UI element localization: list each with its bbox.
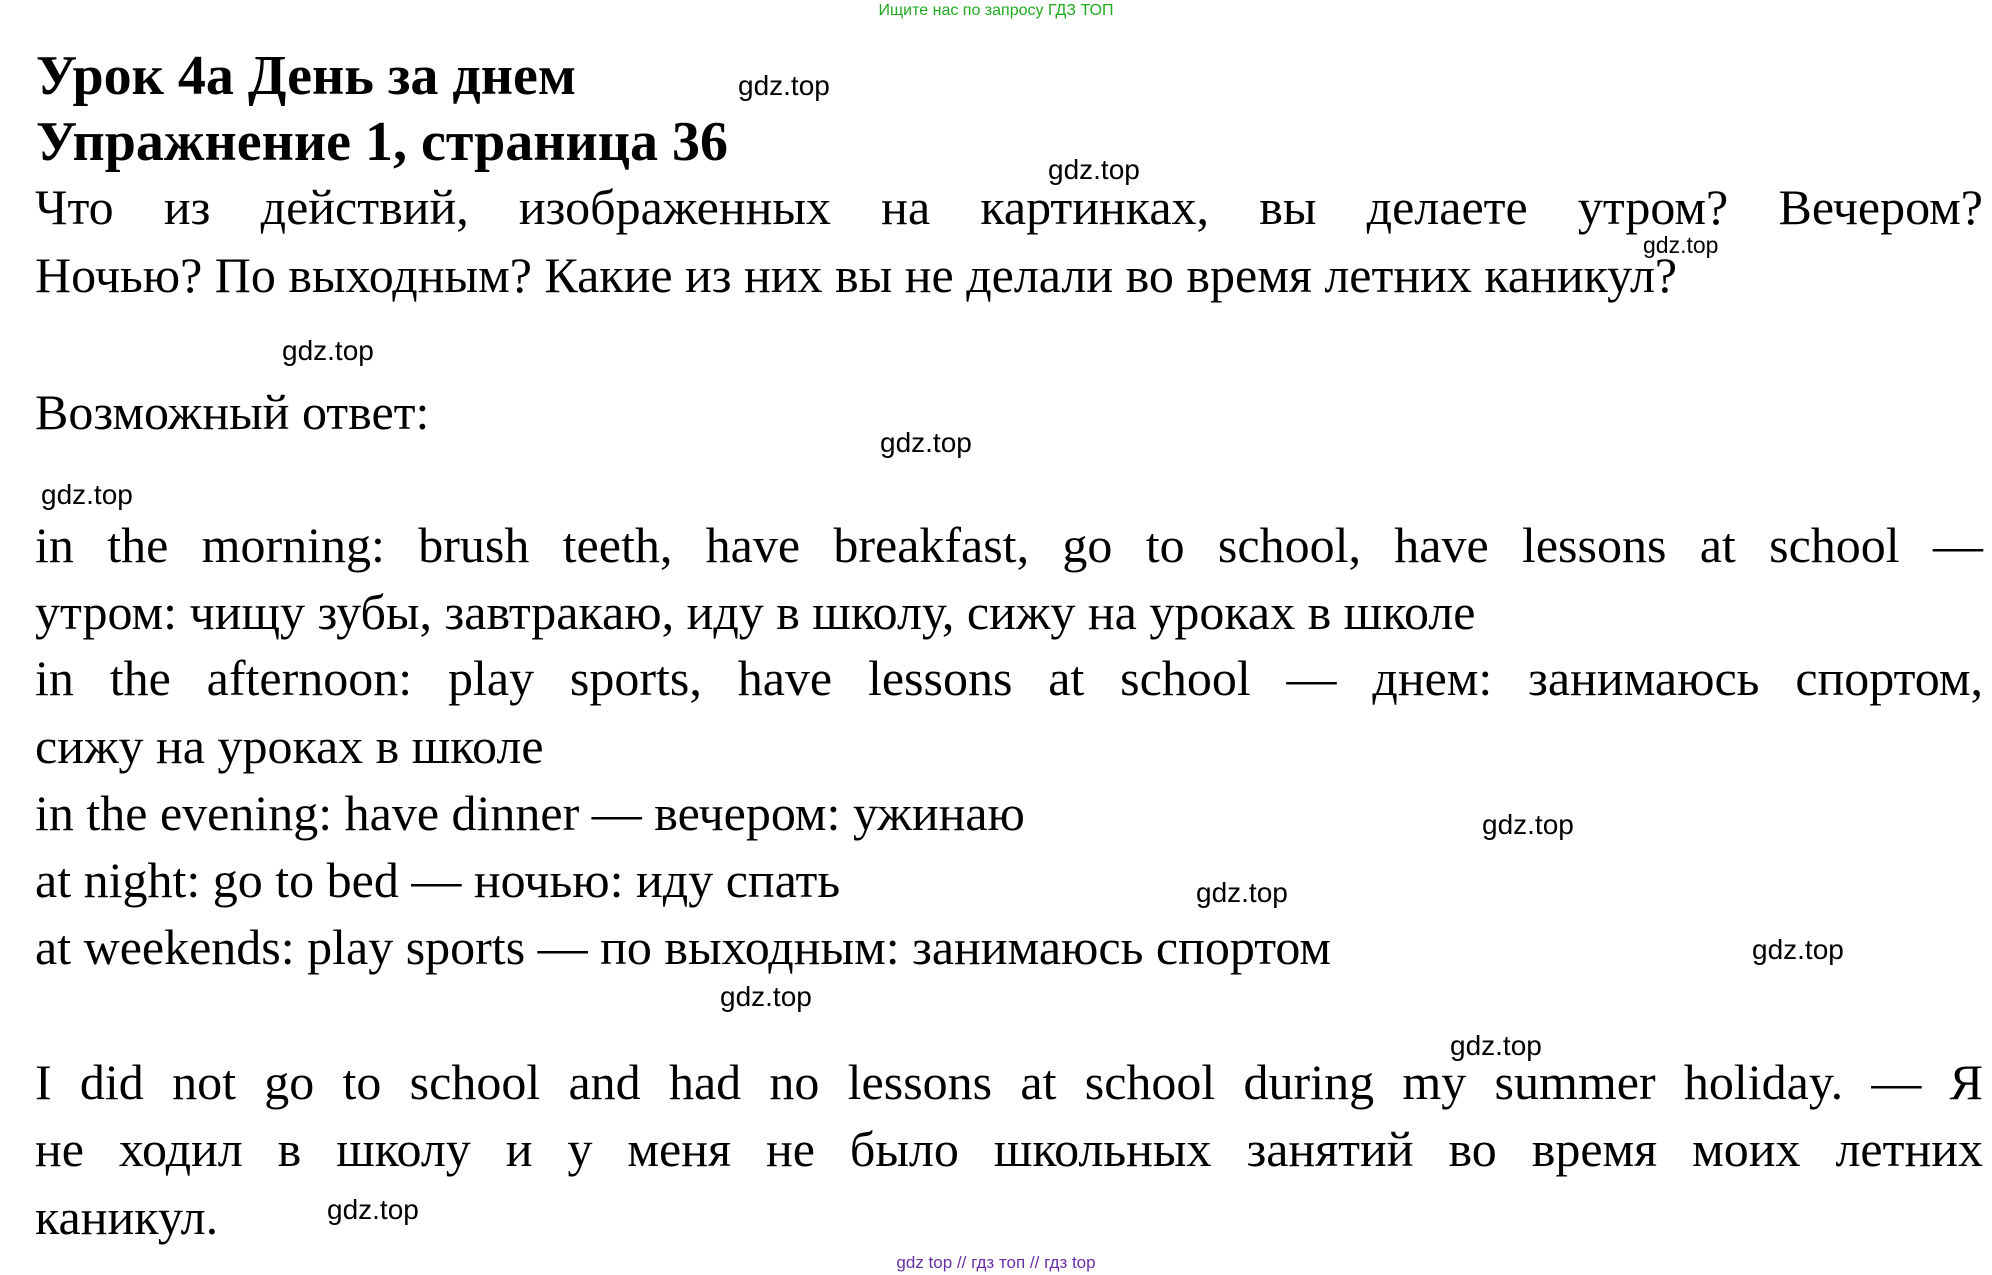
- watermark: gdz.top: [327, 1194, 419, 1225]
- answer-line-5: in the evening: have dinner — вечером: ужинаю: [35, 785, 1025, 841]
- exercise-title: Упражнение 1, страница 36: [36, 111, 729, 173]
- watermark: gdz.top: [1643, 232, 1719, 258]
- answer-line-3: in the afternoon: play sports, have lessons at school — днем: занимаюсь спортом,: [35, 650, 1983, 706]
- top-banner: Ищите нас по запросу ГДЗ ТОП: [878, 2, 1114, 19]
- lesson-title: Урок 4a День за днем: [36, 45, 576, 107]
- answer-line-2: утром: чищу зубы, завтракаю, иду в школу, сижу на уроках в школе: [35, 584, 1476, 640]
- watermark: gdz.top: [880, 427, 972, 458]
- watermark: gdz.top: [1752, 934, 1844, 965]
- watermark: gdz.top: [41, 479, 133, 510]
- answer-line-7: at weekends: play sports — по выходным: занимаюсь спортом: [35, 919, 1332, 975]
- watermark: gdz.top: [282, 335, 374, 366]
- answer-line-4: сижу на уроках в школе: [35, 718, 544, 774]
- footer-links: gdz top // гдз топ // гдз top: [896, 1253, 1096, 1272]
- final-line-3: каникул.: [35, 1189, 219, 1245]
- watermark: gdz.top: [1450, 1030, 1542, 1061]
- watermark: gdz.top: [1482, 809, 1574, 840]
- final-line-2: не ходил в школу и у меня не было школьных занятий во время моих летних: [35, 1121, 1983, 1177]
- task-line-2: Ночью? По выходным? Какие из них вы не делали во время летних каникул?: [35, 247, 1678, 303]
- watermark: gdz.top: [1048, 154, 1140, 185]
- final-line-1: I did not go to school and had no lessons at school during my summer holiday. — Я: [35, 1054, 1983, 1110]
- answer-line-6: at night: go to bed — ночью: иду спать: [35, 852, 841, 908]
- watermark: gdz.top: [1196, 877, 1288, 908]
- answer-line-1: in the morning: brush teeth, have breakfast, go to school, have lessons at school —: [35, 517, 1983, 573]
- watermark: gdz.top: [738, 70, 830, 101]
- answer-label: Возможный ответ:: [35, 384, 430, 440]
- watermark: gdz.top: [720, 981, 812, 1012]
- task-line-1: Что из действий, изображенных на картинках, вы делаете утром? Вечером?: [35, 179, 1983, 235]
